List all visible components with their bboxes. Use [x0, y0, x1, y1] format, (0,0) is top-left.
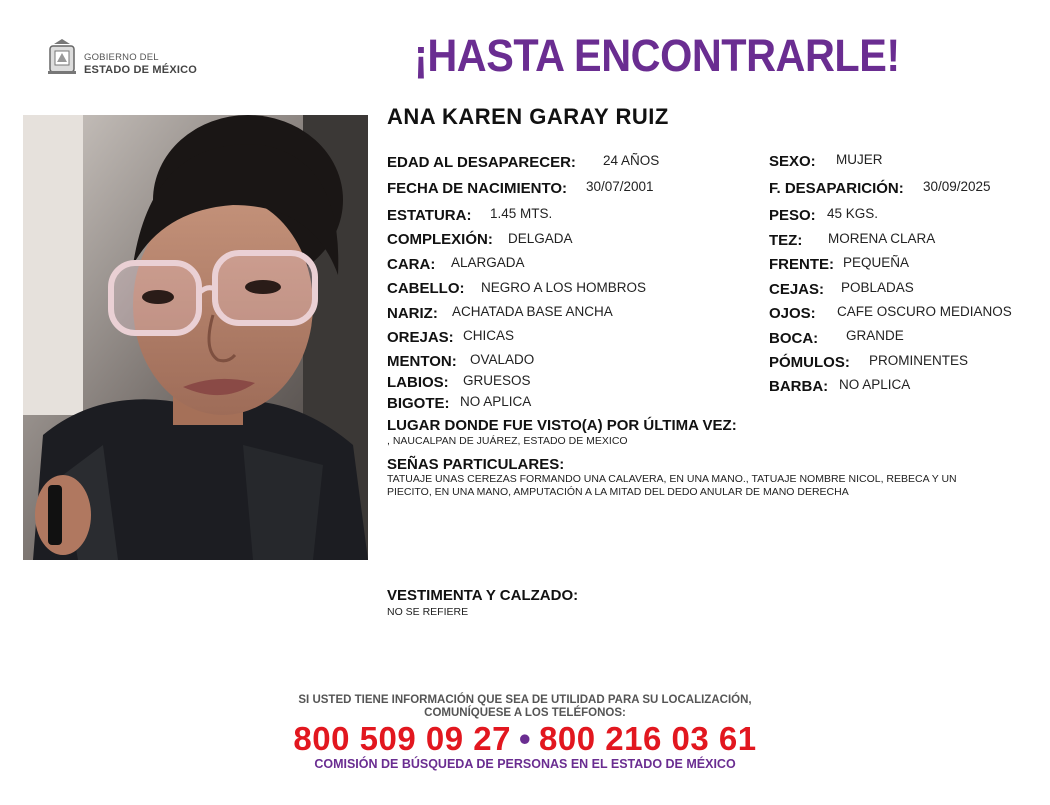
- complexion-label: TEZ:: [769, 232, 803, 249]
- hair-label: CABELLO:: [387, 280, 465, 297]
- build-label: COMPLEXIÓN:: [387, 231, 493, 248]
- ears-value: CHICAS: [463, 328, 515, 343]
- build-value: DELGADA: [508, 231, 573, 246]
- cheekbones-label: PÓMULOS:: [769, 354, 850, 371]
- sex-value: MUJER: [836, 152, 883, 167]
- beard-value: NO APLICA: [839, 377, 911, 392]
- marks-line-2: PIECITO, EN UNA MANO, AMPUTACIÓN A LA MITAD DEL DEDO ANULAR DE MANO DERECHA: [387, 486, 849, 498]
- phone-numbers: [0, 720, 1050, 758]
- ears-label: OREJAS:: [387, 329, 454, 346]
- logo-line-1: GOBIERNO DEL: [84, 52, 159, 63]
- face-label: CARA:: [387, 256, 436, 273]
- chin-value: OVALADO: [470, 352, 535, 367]
- mustache-label: BIGOTE:: [387, 395, 450, 412]
- weight-label: PESO:: [769, 207, 816, 224]
- height-value: 1.45 MTS.: [490, 206, 553, 221]
- marks-line-1: TATUAJE UNAS CEREZAS FORMANDO UNA CALAVERA, EN UNA MANO., TATUAJE NOMBRE NICOL, REBECA Y UN: [387, 473, 957, 485]
- clothing-label: VESTIMENTA Y CALZADO:: [387, 587, 579, 604]
- lips-value: GRUESOS: [463, 373, 531, 388]
- disappearance-date-value: 30/09/2025: [923, 179, 991, 194]
- government-logo: [46, 38, 216, 80]
- phone-2[interactable]: 800 216 03 61: [539, 720, 757, 757]
- age-value: 24 AÑOS: [603, 153, 660, 168]
- height-label: ESTATURA:: [387, 207, 472, 224]
- footer-info-line-2: COMUNÍQUESE A LOS TELÉFONOS:: [424, 707, 626, 719]
- commission-name: COMISIÓN DE BÚSQUEDA DE PERSONAS EN EL ESTADO DE MÉXICO: [314, 757, 736, 771]
- weight-value: 45 KGS.: [827, 206, 879, 221]
- logo-line-2: ESTADO DE MÉXICO: [84, 64, 198, 76]
- lips-label: LABIOS:: [387, 374, 449, 391]
- last-seen-label: LUGAR DONDE FUE VISTO(A) POR ÚLTIMA VEZ:: [387, 417, 737, 434]
- eyes-label: OJOS:: [769, 305, 816, 322]
- eyebrows-label: CEJAS:: [769, 281, 825, 298]
- age-label: EDAD AL DESAPARECER:: [387, 154, 576, 171]
- sex-label: SEXO:: [769, 153, 816, 170]
- face-value: ALARGADA: [451, 255, 525, 270]
- headline: ¡HASTA ENCONTRARLE!: [414, 30, 900, 81]
- eyes-value: CAFE OSCURO MEDIANOS: [837, 304, 1012, 319]
- disappearance-date-label: F. DESAPARICIÓN:: [769, 180, 904, 197]
- last-seen-value: , NAUCALPAN DE JUÁREZ, ESTADO DE MEXICO: [387, 435, 628, 447]
- birth-date-value: 30/07/2001: [586, 179, 654, 194]
- mustache-value: NO APLICA: [460, 394, 532, 409]
- chin-label: MENTON:: [387, 353, 457, 370]
- mouth-label: BOCA:: [769, 330, 819, 347]
- forehead-value: PEQUEÑA: [843, 255, 910, 270]
- birth-date-label: FECHA DE NACIMIENTO:: [387, 180, 567, 197]
- phone-separator: •: [518, 720, 532, 757]
- mouth-value: GRANDE: [846, 328, 904, 343]
- phone-1[interactable]: 800 509 09 27: [293, 720, 511, 757]
- coat-of-arms-icon: [46, 38, 78, 76]
- nose-label: NARIZ:: [387, 305, 438, 322]
- nose-value: ACHATADA BASE ANCHA: [452, 304, 613, 319]
- hair-value: NEGRO A LOS HOMBROS: [481, 280, 647, 295]
- complexion-value: MORENA CLARA: [828, 231, 936, 246]
- person-name: ANA KAREN GARAY RUIZ: [387, 104, 669, 129]
- cheekbones-value: PROMINENTES: [869, 353, 969, 368]
- clothing-value: NO SE REFIERE: [387, 606, 469, 618]
- marks-label: SEÑAS PARTICULARES:: [387, 456, 565, 473]
- beard-label: BARBA:: [769, 378, 829, 395]
- eyebrows-value: POBLADAS: [841, 280, 914, 295]
- forehead-label: FRENTE:: [769, 256, 834, 273]
- footer-info-line-1: SI USTED TIENE INFORMACIÓN QUE SEA DE UTILIDAD PARA SU LOCALIZACIÓN,: [298, 694, 752, 706]
- person-photo: [23, 115, 368, 560]
